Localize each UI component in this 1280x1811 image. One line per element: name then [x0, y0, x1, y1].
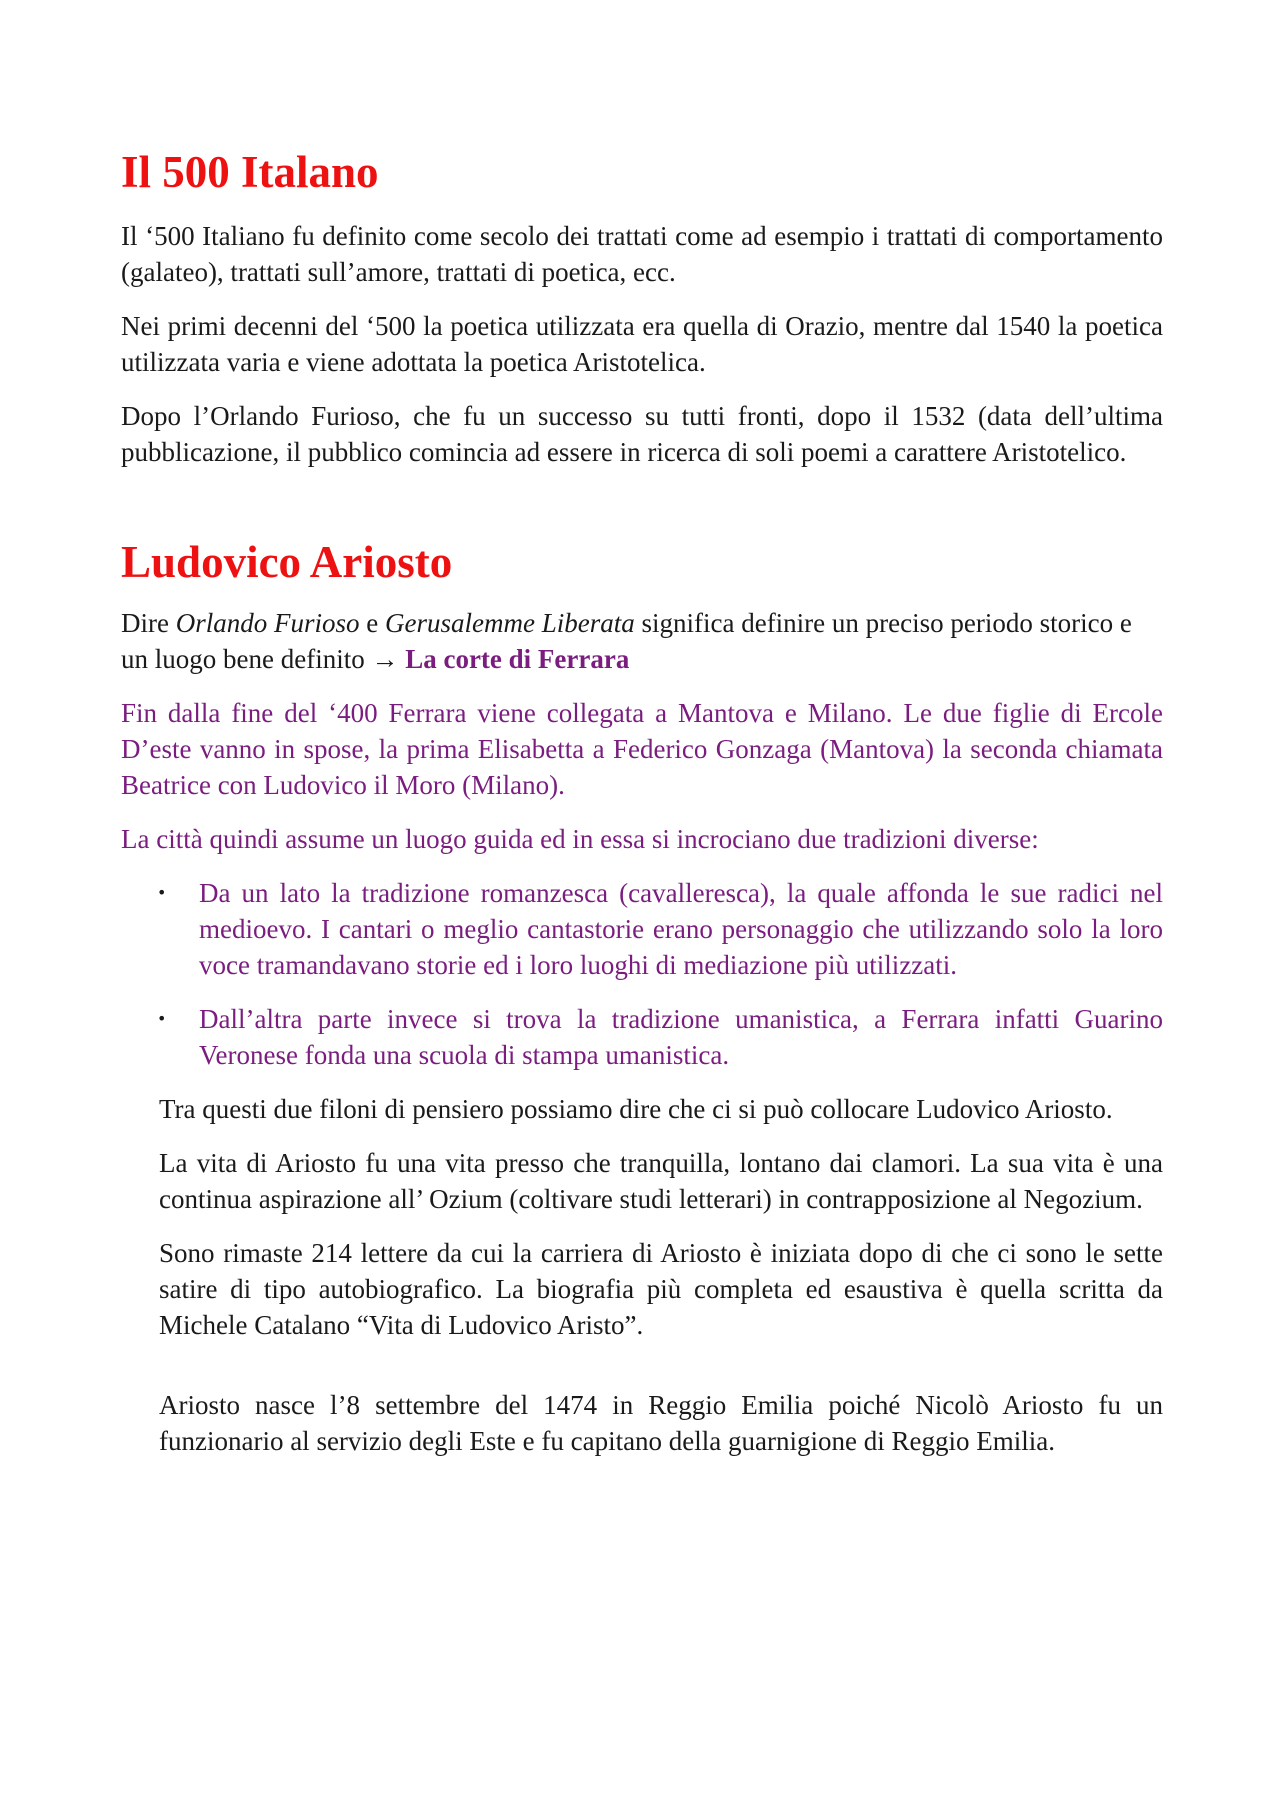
paragraph-vita-ariosto: La vita di Ariosto fu una vita presso che tranquilla, lontano dai clamori. La sua vita è una continua aspirazione all’ Ozium (coltivare studi letterari) in contrapposizione al Negozium.: [159, 1148, 1163, 1214]
paragraph-lettere-satire: Sono rimaste 214 lettere da cui la carriera di Ariosto è iniziata dopo di che ci sono le sette satire di tipo autobiografico. La biografia più completa ed esaustiva è quella scritta da Michele Catalano “Vita di Ludovico Aristo”.: [159, 1238, 1163, 1340]
paragraph-orlando-furioso: Dopo l’Orlando Furioso, che fu un successo su tutti fronti, dopo il 1532 (data dell’ultima pubblicazione, il pubblico comincia ad essere in ricerca di soli poemi a carattere Aristotelico.: [121, 400, 1163, 467]
list-item-text: Da un lato la tradizione romanzesca (cavalleresca), la quale affonda le sue radici nel medioevo. I cantari o meglio cantastorie erano personaggio che utilizzando solo la loro voce tramandavano storie ed i loro luoghi di mediazione più utilizzati.: [199, 878, 1163, 980]
list-item: [157, 875, 1163, 983]
intro-text-3: significa definire un preciso periodo storico e un luogo bene definito: [121, 608, 1132, 674]
paragraph-ferrara-mantova-milano: Fin dalla fine del ‘400 Ferrara viene collegata a Mantova e Milano. Le due figlie di Ercole D’este vanno in spose, la prima Elisabetta a Federico Gonzaga (Mantova) la seconda chiamata Beatrice con Ludovico il Moro (Milano).: [121, 698, 1163, 800]
paragraph-poetica: Nei primi decenni del ‘500 la poetica utilizzata era quella di Orazio, mentre dal 1540 la poetica utilizzata varia e viene adottata la poetica Aristotelica.: [121, 310, 1163, 377]
section-title-500-italiano: Il 500 Italano: [121, 147, 379, 197]
paragraph-due-tradizioni: La città quindi assume un luogo guida ed in essa si incrociano due tradizioni diverse:: [121, 824, 1039, 854]
highlight-corte-ferrara: La corte di Ferrara: [405, 644, 630, 674]
paragraph-nascita-ariosto: Ariosto nasce l’8 settembre del 1474 in Reggio Emilia poiché Nicolò Ariosto fu un funzionario al servizio degli Este e fu capitano della guarnigione di Reggio Emilia.: [159, 1390, 1163, 1456]
paragraph-secolo-trattati: Il ‘500 Italiano fu definito come secolo dei trattati come ad esempio i trattati di comportamento (galateo), trattati sull’amore, trattati di poetica, ecc.: [121, 220, 1163, 287]
intro-text-2: e: [359, 608, 385, 638]
list-item: [157, 1001, 1163, 1073]
paragraph-intro-ferrara: [121, 605, 1163, 677]
section-title-ludovico-ariosto: Ludovico Ariosto: [121, 536, 453, 587]
bullet-icon: •: [157, 1009, 167, 1028]
intro-text-1: Dire: [121, 608, 176, 638]
bullet-icon: •: [157, 883, 167, 902]
traditions-list: [121, 875, 1163, 1073]
intro-italic-orlando: Orlando Furioso: [175, 608, 360, 638]
paragraph-filoni-pensiero: Tra questi due filoni di pensiero possiamo dire che ci si può collocare Ludovico Ariosto.: [159, 1094, 1113, 1124]
list-item-text: Dall’altra parte invece si trova la tradizione umanistica, a Ferrara infatti Guarino Veronese fonda una scuola di stampa umanistica.: [199, 1004, 1163, 1070]
arrow-right-icon: →: [371, 644, 399, 674]
intro-italic-gerusalemme: Gerusalemme Liberata: [385, 608, 635, 638]
